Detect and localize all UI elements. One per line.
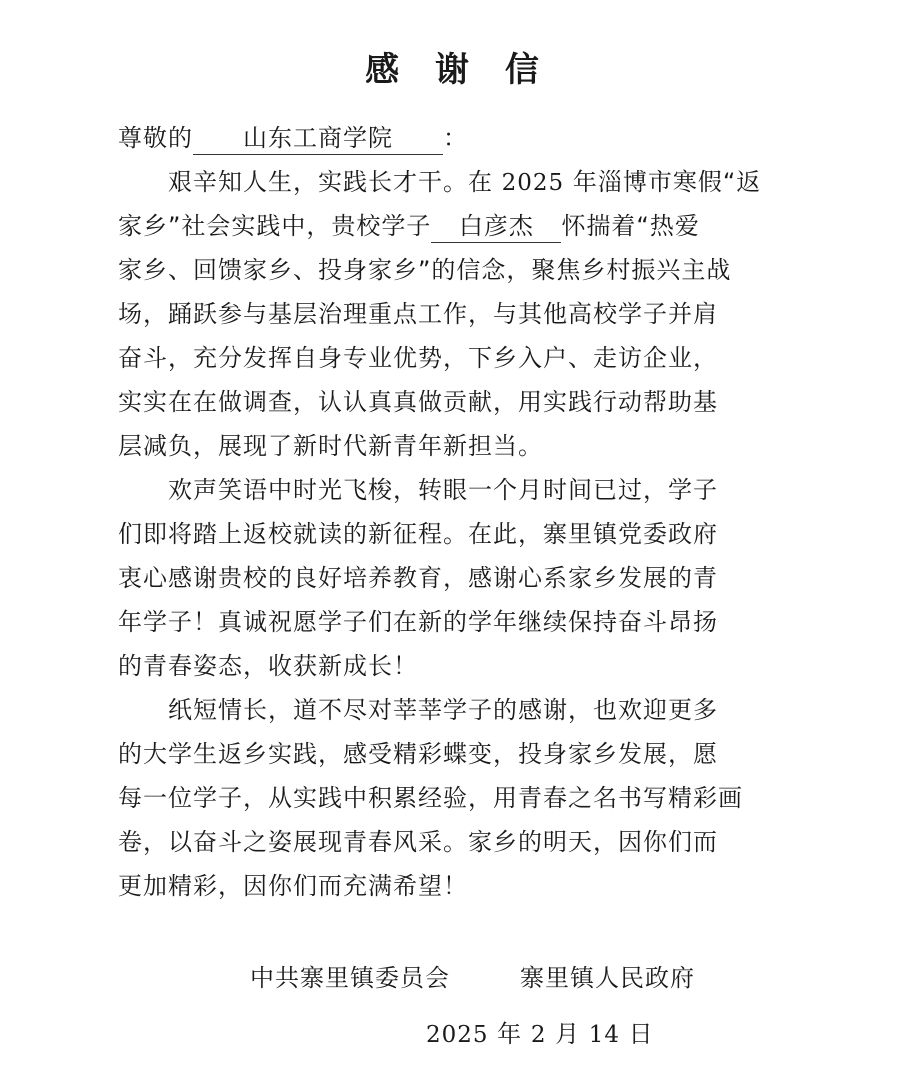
text-segment: 家乡”社会实践中，贵校学子: [118, 212, 432, 240]
paragraph-line: 场，踊跃参与基层治理重点工作，与其他高校学子并肩: [118, 300, 718, 328]
date-day: 14: [588, 1022, 620, 1048]
paragraph-line: 年学子！真诚祝愿学子们在新的学年继续保持奋斗昂扬: [118, 608, 718, 636]
paragraph-line: 的大学生返乡实践，感受精彩蝶变，投身家乡发展，愿: [118, 740, 718, 768]
paragraph-2: [118, 468, 808, 688]
paragraph-3: [118, 688, 808, 908]
paragraph-line: 纸短情长，道不尽对莘莘学子的感谢，也欢迎更多: [118, 696, 718, 724]
date-month: 2: [530, 1022, 547, 1048]
letter-body: [118, 116, 808, 908]
paragraph-line: 衷心感谢贵校的良好培养教育，感谢心系家乡发展的青: [118, 564, 718, 592]
paragraph-line: 更加精彩，因你们而充满希望！: [118, 872, 468, 900]
signature-town-government: 寨里镇人民政府: [520, 964, 695, 992]
paragraph-1: [118, 160, 808, 468]
text-segment: 怀揣着“热爱: [561, 212, 700, 240]
paragraph-line: 卷，以奋斗之姿展现青春风采。家乡的明天，因你们而: [118, 828, 718, 856]
date-month-unit: 月: [546, 1020, 589, 1048]
paragraph-line: 们即将踏上返校就读的新征程。在此，寨里镇党委政府: [118, 520, 718, 548]
date-year: 2025: [426, 1022, 489, 1048]
student-name: 白彦杰: [431, 210, 561, 243]
year-number: 2025: [501, 170, 565, 196]
letter-date: [426, 1014, 654, 1049]
paragraph-line: [118, 204, 808, 248]
salutation-prefix: 尊敬的: [118, 124, 193, 152]
paragraph-line: [118, 160, 808, 204]
paragraph-line: 每一位学子，从实践中积累经验，用青春之名书写精彩画: [118, 784, 743, 812]
paragraph-line: 实实在在做调查，认认真真做贡献，用实践行动帮助基: [118, 388, 718, 416]
salutation-suffix: ：: [443, 124, 468, 152]
signature-party-committee: 中共寨里镇委员会: [250, 964, 450, 992]
letter-title: 感 谢 信: [365, 50, 551, 90]
paragraph-line: 家乡、回馈家乡、投身家乡”的信念，聚焦乡村振兴主战: [118, 256, 732, 284]
recipient-school: 山东工商学院: [193, 122, 443, 155]
salutation-line: [118, 116, 808, 160]
date-day-unit: 日: [620, 1020, 654, 1048]
paragraph-line: 欢声笑语中时光飞梭，转眼一个月时间已过，学子: [118, 476, 718, 504]
date-year-unit: 年: [488, 1020, 531, 1048]
text-segment: 年淄博市寒假“返: [564, 168, 762, 196]
paragraph-line: 层减负，展现了新时代新青年新担当。: [118, 432, 543, 460]
paragraph-line: 的青春姿态，收获新成长！: [118, 652, 418, 680]
text-segment: 艰辛知人生，实践长才干。在: [118, 168, 502, 196]
paragraph-line: 奋斗，充分发挥自身专业优势，下乡入户、走访企业，: [118, 344, 718, 372]
